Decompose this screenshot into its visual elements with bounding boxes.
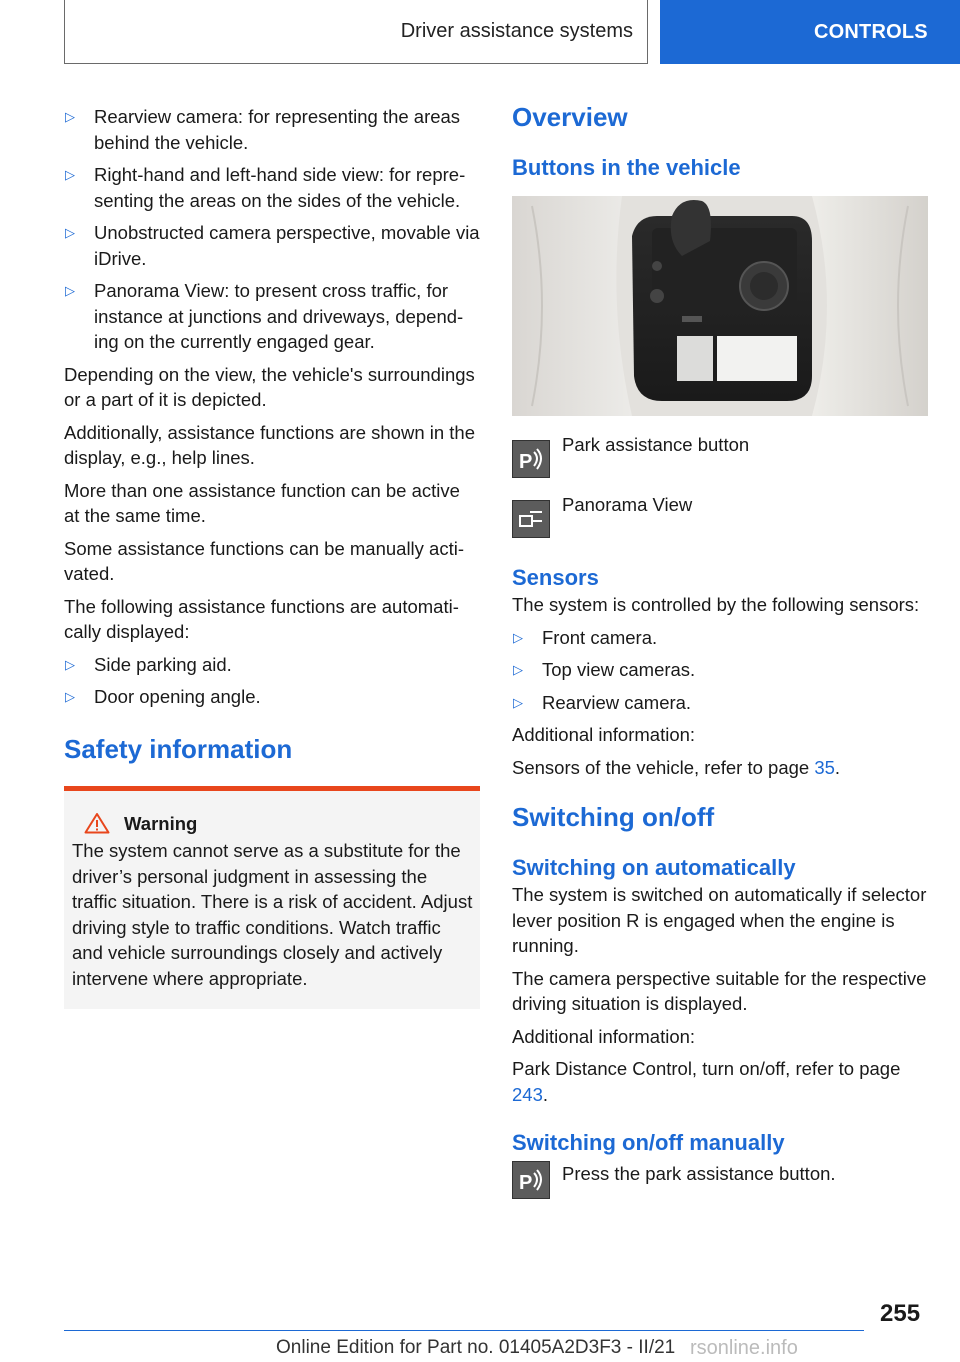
page-link[interactable]: 35 <box>814 756 835 778</box>
footer-edition: Online Edition for Part no. 01405A2D3F3 - II/21 <box>276 1337 676 1358</box>
paragraph: The following assistance functions are automatically displayed: <box>64 595 459 642</box>
paragraph: Additionally, assistance functions are shown in the display, e.g., help lines. <box>64 421 476 468</box>
list-item: ▷ Top view cameras. <box>512 657 928 683</box>
safety-heading: Safety information <box>64 733 293 764</box>
paragraph: Some assistance functions can be manually activated. <box>64 537 465 584</box>
overview-heading: Overview <box>512 102 628 132</box>
warning-title: Warning <box>72 811 474 837</box>
svg-text:P: P <box>519 451 533 473</box>
triangle-bullet-icon: ▷ <box>65 656 75 672</box>
center-console-photo <box>512 196 928 416</box>
list-item: ▷ Rearview camera. <box>512 690 928 716</box>
list-item: ▷ Side parking aid. <box>64 652 480 678</box>
watermark: rsonline.info <box>690 1337 798 1359</box>
paragraph: Additional information: <box>512 1025 696 1047</box>
manual-heading: Switching on/off manually <box>512 1130 785 1155</box>
list-item: ▷ Unobstructed camera perspective, movable via iDrive. <box>65 222 480 269</box>
svg-text:P: P <box>519 1172 533 1194</box>
list-item: ▷ Right-hand and left-hand side view: for representing the areas on the sides of the vehicle. <box>65 164 466 211</box>
park-button-label: Park assistance button <box>562 434 750 455</box>
pdc-reference: Park Distance Control, turn on/off, refer to page 243. <box>512 1058 901 1105</box>
triangle-bullet-icon: ▷ <box>513 662 523 677</box>
manual-text: Press the park assistance button. <box>562 1163 836 1184</box>
paragraph: Depending on the view, the vehicle's surroundings or a part of it is depicted. <box>64 363 475 410</box>
paragraph: More than one assistance function can be active at the same time. <box>64 479 460 526</box>
list-item: ▷ Door opening angle. <box>64 684 480 710</box>
paragraph: The system is controlled by the following sensors: <box>512 594 920 615</box>
header-section-title: Driver assistance systems <box>400 20 633 42</box>
list-item: ▷ Front camera. <box>512 625 928 651</box>
list-item: ▷ Panorama View: to present cross traffic, for instance at junctions and driveways, depending on the currently engaged gear. <box>65 280 464 352</box>
page-number: 255 <box>880 1300 921 1327</box>
left-column <box>64 104 480 1009</box>
auto-heading: Switching on automatically <box>512 855 796 880</box>
header-chapter-title: CONTROLS <box>814 20 928 43</box>
sensors-reference: Sensors of the vehicle, refer to page 35. <box>512 756 841 778</box>
triangle-bullet-icon: ▷ <box>65 689 75 704</box>
park-button-row <box>512 432 928 478</box>
park-assistance-icon <box>512 440 550 478</box>
footer-divider <box>64 1330 864 1331</box>
triangle-bullet-icon: ▷ <box>513 694 523 710</box>
park-assistance-icon <box>512 1161 550 1199</box>
panorama-view-icon <box>512 500 550 538</box>
sensors-list <box>512 625 928 716</box>
switching-heading: Switching on/off <box>512 802 715 832</box>
triangle-bullet-icon: ▷ <box>65 109 75 124</box>
warning-text: The system cannot serve as a substitute for the driver’s personal judgment in assessing the traffic situation. There is a risk of accident. Adjust driving style to traffic conditions. Watch traffic and vehicle surroundings closely and actively intervene where appropriate. <box>72 840 473 989</box>
panorama-button-row <box>512 492 928 538</box>
panorama-button-label: Panorama View <box>562 494 693 515</box>
buttons-heading: Buttons in the vehicle <box>512 155 741 180</box>
triangle-bullet-icon: ▷ <box>513 629 523 645</box>
triangle-bullet-icon: ▷ <box>65 283 75 298</box>
right-column <box>512 104 928 1199</box>
manual-button-row <box>512 1161 928 1199</box>
warning-triangle-icon <box>84 812 110 834</box>
page-link[interactable]: 243 <box>512 1083 543 1105</box>
auto-functions-list <box>64 652 480 710</box>
paragraph: The camera perspective suitable for the respective driving situation is displayed. <box>512 967 927 1014</box>
view-list <box>64 104 480 355</box>
paragraph: The system is switched on automatically if selector lever position R is engaged when the engine is running. <box>512 884 927 956</box>
sensors-heading: Sensors <box>512 565 599 590</box>
list-item: ▷ Rearview camera: for representing the areas behind the vehicle. <box>65 106 461 153</box>
paragraph: Additional information: <box>512 724 696 745</box>
header-section <box>64 0 648 64</box>
triangle-bullet-icon: ▷ <box>65 225 75 240</box>
warning-box <box>64 786 480 1010</box>
triangle-bullet-icon: ▷ <box>65 167 75 182</box>
header-chapter <box>660 0 960 64</box>
